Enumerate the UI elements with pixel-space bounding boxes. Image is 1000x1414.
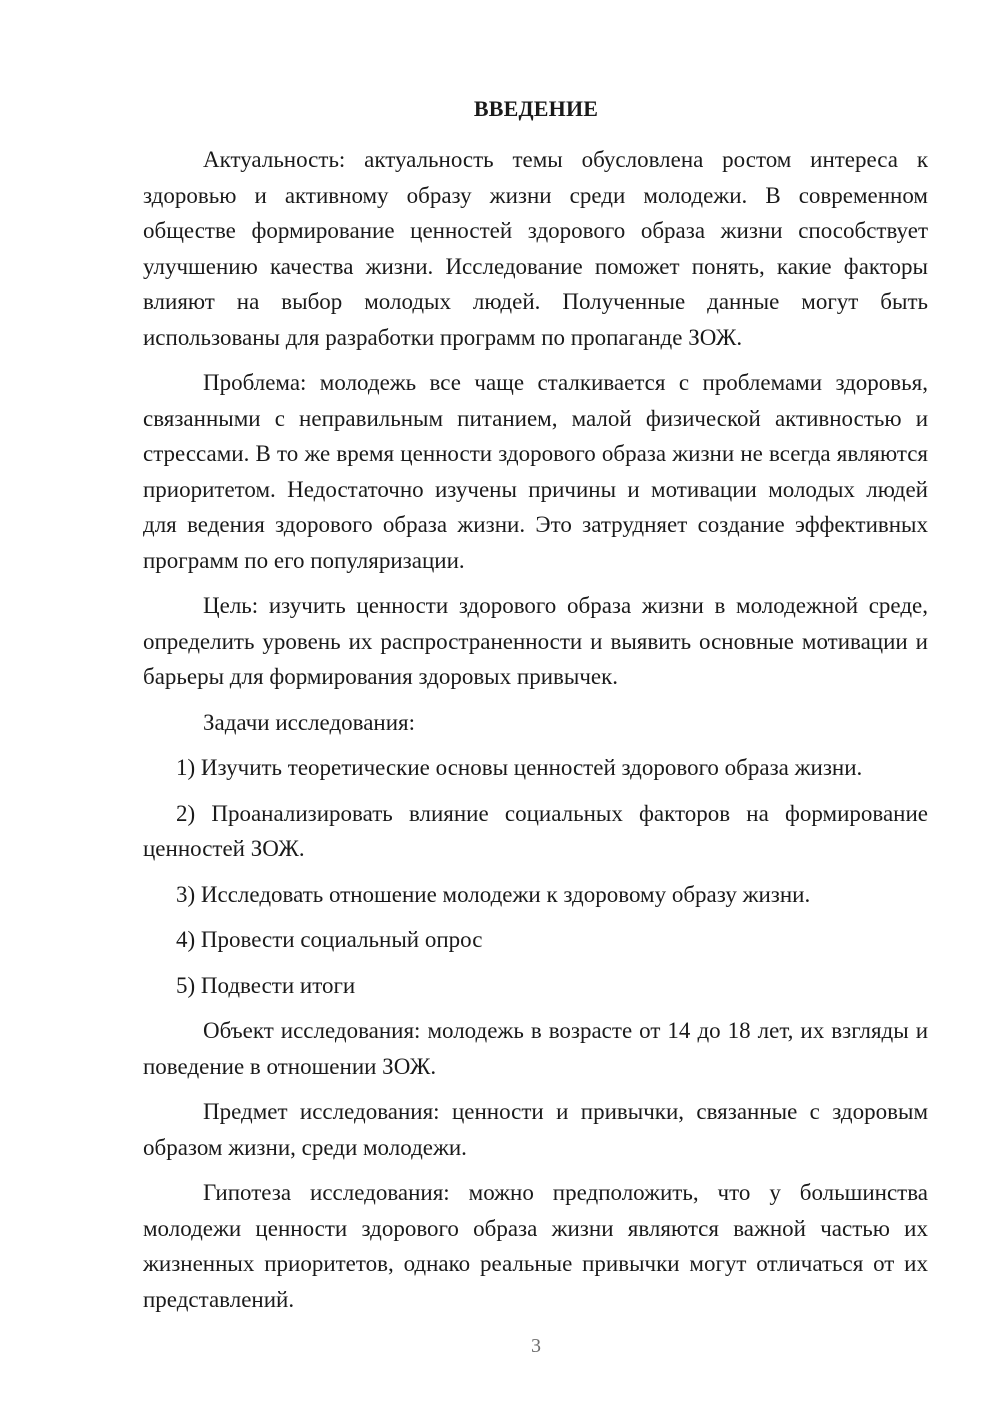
list-item: 2) Проанализировать влияние социальных факторов на формирование ценностей ЗОЖ. [143, 800, 928, 861]
body-text [143, 142, 928, 1317]
list-item: 3) Исследовать отношение молодежи к здоровому образу жизни. [176, 881, 811, 907]
paragraph-subject: Предмет исследования: ценности и привычки, связанные с здоровым образом жизни, среди молодежи. [143, 1099, 928, 1160]
tasks-list [143, 750, 928, 1003]
paragraph-goal: Цель: изучить ценности здорового образа жизни в молодежной среде, определить уровень их распространенности и выявить основные мотивации и барьеры для формирования здоровых привычек. [143, 593, 928, 689]
paragraph-hypothesis: Гипотеза исследования: можно предположить, что у большинства молодежи ценности здорового образа жизни являются важной частью их жизненных приоритетов, однако реальные привычки могут отличаться от их представлений. [143, 1180, 928, 1312]
paragraph-relevance: Актуальность: актуальность темы обусловлена ростом интереса к здоровью и активному образу жизни среди молодежи. В современном обществе формирование ценностей здорового образа жизни способствует улучшению качества жизни. Исследование поможет понять, какие факторы влияют на выбор молодых людей. Полученные данные могут быть использованы для разработки программ по пропаганде ЗОЖ. [143, 147, 928, 350]
list-item: 4) Провести социальный опрос [176, 927, 483, 952]
page-title: ВВЕДЕНИЕ [473, 96, 599, 121]
list-item: 5) Подвести итоги [176, 972, 356, 998]
page-number: 3 [531, 1335, 541, 1357]
list-item: 1) Изучить теоретические основы ценностей здорового образа жизни. [176, 755, 863, 780]
tasks-heading: Задачи исследования: [203, 709, 416, 735]
paragraph-problem: Проблема: молодежь все чаще сталкивается с проблемами здоровья, связанными с неправильным питанием, малой физической активностью и стрессами. В то же время ценности здорового образа жизни не всегда являются приоритетом. Недостаточно изучены причины и мотивации молодых людей для ведения здорового образа жизни. Это затрудняет создание эффективных программ по его популяризации. [143, 370, 928, 573]
paragraph-object: Объект исследования: молодежь в возрасте от 14 до 18 лет, их взгляды и поведение в отношении ЗОЖ. [143, 1018, 928, 1079]
